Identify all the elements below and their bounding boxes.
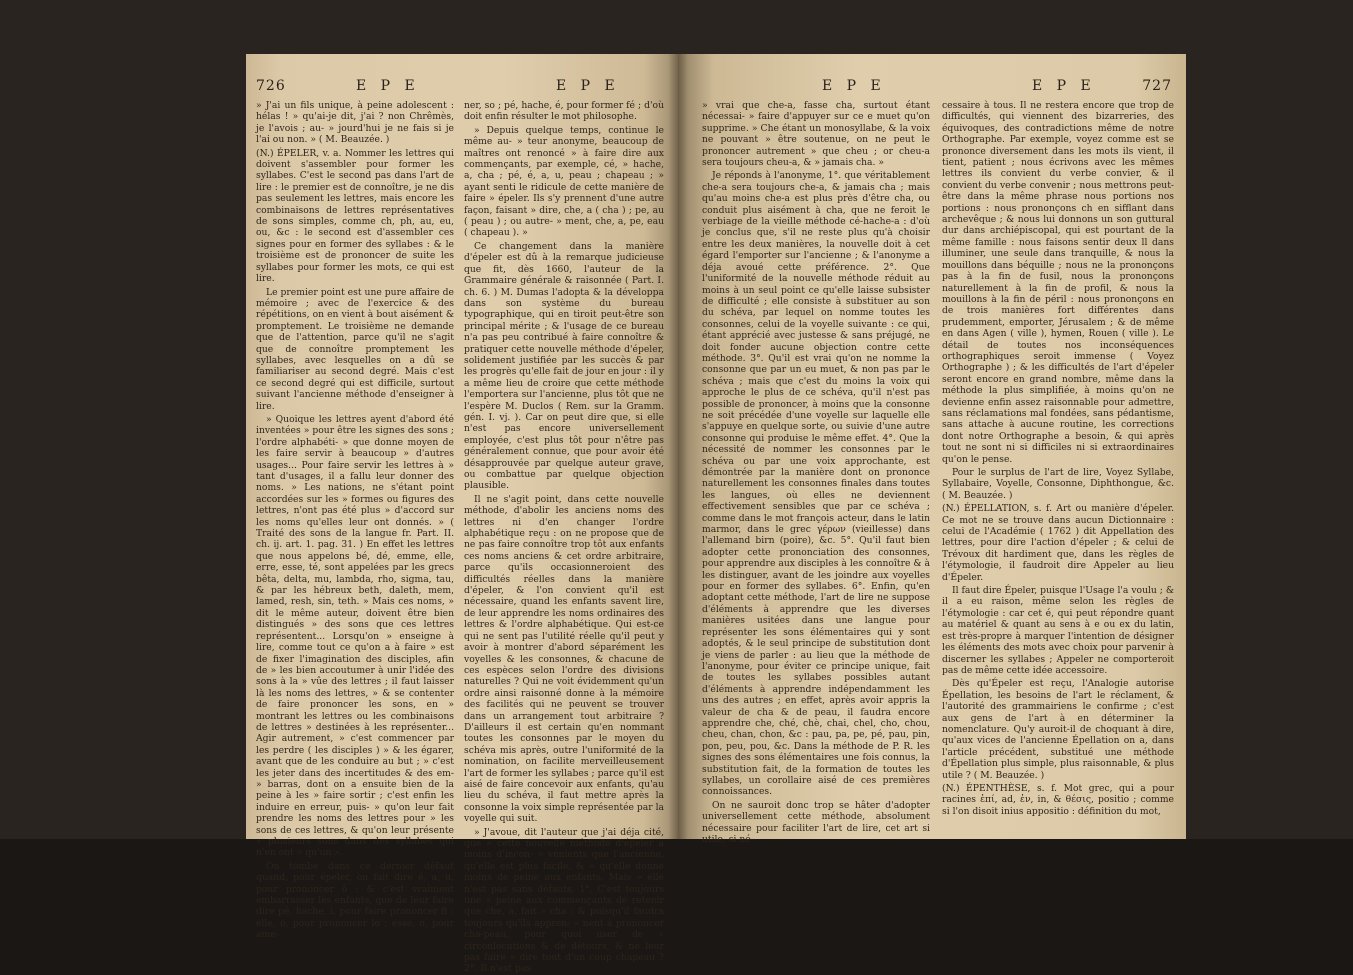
left-running-head	[256, 78, 668, 96]
paragraph: Il ne s'agit point, dans cette nouvelle méthode, d'abolir les anciens noms des lettres ni d'en changer l'ordre alphabétique reçu : on ne propose que de ne pas faire connoître trop tôt aux enfants ces noms anciens & cet ordre arbitraire, parce qu'ils occasionneroient des difficultés réelles dans la manière d'épeler, & l'on convient qu'il est nécessaire, quand les enfants savent lire, de leur apprendre les noms ordinaires des lettres & l'ordre alphabétique. Qui est-ce qui ne sent pas l'utilité réelle qu'il peut y avoir à montrer d'abord séparément les voyelles & les consonnes, & chacune de ces espèces selon l'ordre des divisions naturelles ? Qui ne voit évidemment qu'un ordre ainsi raisonné donne à la mémoire des facilités qui ne peuvent se trouver dans un arrangement tout arbitraire ? D'ailleurs il est certain qu'en nommant toutes les consonnes par le moyen du schéva mis après, outre l'uniformité de la nomination, on facilite merveilleusement l'art de former les syllabes ; parce qu'il est aisé de faire concevoir aux enfants, qu'au lieu du schéva, il faut mettre après la consonne la voix simple représentée par la voyelle qui suit.	[464, 493, 664, 825]
right-running-head	[702, 78, 1172, 96]
paragraph: Il faut dire Épeler, puisque l'Usage l'a voulu ; & il a eu raison, même selon les règles de l'étymologie : car cet é, qui peut répondre quant au matériel & quant au sens à e ou ex du latin, est très-propre à marquer l'intention de désigner les éléments des mots avec choix pour parvenir à discerner les syllabes ; Appeler ne comporteroit pas de même cette idée accessoire.	[942, 585, 1174, 676]
left-head-word-1: E P E	[356, 78, 420, 94]
paragraph: cessaire à tous. Il ne restera encore que trop de difficultés, qui viennent des bizarreries, des équivoques, des contradictions même de notre Orthographe. Par exemple, voyez comme est se prononce diversement dans les mots ils vient, il tient, patient ; nous écrivons avec les mêmes lettres ils convient du verbe convier, & il convient du verbe convenir ; nous mettrons peut-être dans la même phrase nous portions nos portions : nous prononçons ch en sifflant dans archevêque ; & nous lui donnons un son guttural dur dans archiépiscopal, qui est pourtant de la même famille : nous faisons sentir deux ll dans illuminer, une seule dans tranquille, & nous la mouillons dans béquille ; nous ne la prononçons pas à la fin de fusil, nous la prononçons naturellement à la fin de profil, & nous la mouillons à la fin de péril : nous prononçons en de trois manières fort différentes dans prudemment, emporter, Jérusalem ; & de même en dans Agen ( ville ), hymen, Rouen ( ville ). Le détail de toutes nos inconséquences orthographiques seroit immense ( Voyez Orthographe ) ; & les difficultés de l'art d'épeler seront encore en grand nombre, même dans la méthode la plus simplifiée, à moins qu'on ne devienne enfin assez raisonnable pour admettre, sans réclamations mal fondées, sans pédantisme, sans attache à aucune routine, les corrections dont notre Orthographe a besoin, & qui après tout ne sont ni si difficiles ni si extraordinaires qu'on le pense.	[942, 100, 1174, 465]
paragraph: Ce changement dans la manière d'épeler est dû à la remarque judicieuse que fit, dès 1660, l'auteur de la Grammaire générale & raisonnée ( Part. I. ch. 6. ) M. Dumas l'adopta & la développa dans son système du bureau typographique, qui en tiroit peut-être son principal mérite ; & l'usage de ce bureau n'a pas peu contribué à faire connoître & pratiquer cette nouvelle méthode d'épeler, solidement justifiée par les succès & par les progrès qu'elle fait de jour en jour : il y a même lieu de croire que cette méthode l'emportera sur l'ancienne, plus tôt que ne l'espère M. Duclos ( Rem. sur la Gramm. gén. I. vj. ). Car on peut dire que, si elle n'est pas encore universellement employée, c'est plus tôt pour n'être pas généralement connue, que pour avoir été désapprouvée par quelque auteur grave, ou combattue par quelque objection plausible.	[464, 240, 664, 492]
left-head-word-2: E P E	[556, 78, 620, 94]
paragraph: » Quoique les lettres ayent d'abord été inventées » pour être les signes des sons ; l'ordre alphabéti- » que donne moyen de les faire servir à beaucoup » d'autres usages... Pour faire servir les lettres à » tant d'usages, il a fallu leur donner des noms. » Les nations, ne s'étant point accordées sur les » formes ou figures des lettres, n'ont pas été plus » d'accord sur les noms qu'elles leur ont donnés. » ( Traité des sons de la langue fr. Part. II. ch. ij. art. 1. pag. 31. ) En effet les lettres que nous appelons bé, dé, emme, elle, erre, esse, té, sont appelées par les grecs bêta, delta, mu, lambda, rho, sigma, tau, & par les hébreux beth, daleth, mem, lamed, resh, sin, teth. » Mais ces noms, » dit le même auteur, doivent être bien distingués » des sons que ces lettres représentent... Lorsqu'on » enseigne à lire, comme tout ce qu'on a à faire » est de fixer l'imagination des disciples, afin de » les bien accoutumer à unir l'idée des sons à la » vûe des lettres ; il faut laisser là les noms des lettres, » & se contenter de faire prononcer les sons, en » montrant les lettres ou les combinaisons de lettres » destinées à les représenter... Agir autrement, » c'est commencer par les perdre ( les disciples ) » & les égarer, avant que de les conduire au but ; » c'est les jeter dans des incertitudes & des em- » barras, dont on a ensuite bien de la peine à les » faire sortir ; c'est enfin les induire en erreur, puis- » qu'on leur fait prendre les noms des lettres pour » les sons de ces lettres, & qu'on leur présente » plusieurs sons dans des syllabes qui n'en ont » qu'un ».	[256, 413, 454, 859]
right-head-word-2: E P E	[1032, 78, 1096, 94]
left-column-2	[464, 100, 664, 975]
right-head-word-1: E P E	[822, 78, 886, 94]
right-page	[678, 54, 1186, 845]
left-column-1	[256, 100, 454, 941]
paragraph: Pour le surplus de l'art de lire, Voyez Syllabe, Syllabaire, Voyelle, Consonne, Diphthongue, &c. ( M. Beauzée. )	[942, 467, 1174, 501]
entry-epeler: (N.) ÉPELER, v. a. Nommer les lettres qui doivent s'assembler pour former les syllabes. C'est le second pas dans l'art de lire : le premier est de connoître, je ne dis pas seulement les lettres, mais encore les combinaisons de lettres représentatives de sons simples, comme ch, ph, au, eu, ou, &c : le second est d'assembler ces signes pour en former des syllabes : & le troisième est de prononcer de suite les syllabes pour former les mots, ce qui est lire.	[256, 147, 454, 285]
entry-epenthese: (N.) ÉPENTHÈSE, s. f. Mot grec, qui a pour racines ἐπί, ad, ἐν, in, & θέσις, positio ; comme si l'on disoit inius appositio : définition du mot,	[942, 782, 1174, 817]
right-column-1	[702, 100, 930, 845]
paragraph: On tombe dans ce dernier défaut quand, pour épeler, on fait dire é, a, u, pour prononcer ô : & c'est vraiment embarrasser les enfants, que de leur faire dire pé, hache, i, pour faire prononcer fi ; elle, o, pour prononcer lo ; esse, o, pour ame-	[256, 860, 454, 941]
paragraph: » vrai que che-a, fasse cha, surtout étant nécessai- » faire d'appuyer sur ce e muet qu'on supprime. » Che étant un monosyllabe, & la voix ne pouvant » être soutenue, on ne peut le prononcer autrement » que cheu ; or cheu-a sera toujours cheu-a, & » jamais cha. »	[702, 100, 930, 169]
paragraph: » J'ai un fils unique, à peine adolescent : hélas ! » qu'ai-je dit, j'ai ? non Chrêmès, je l'avois ; au- » jourd'hui je ne fais si je l'ai ou non. » ( M. Beauzée. )	[256, 100, 454, 146]
paragraph: Je réponds à l'anonyme, 1°. que véritablement che-a sera toujours che-a, & jamais cha ; mais qu'au moins che-a est plus près d'être cha, ou conduit plus aisément à cha, que ne feroit le verbiage de la vieille méthode cé-hache-a : d'où je conclus que, s'il ne reste plus qu'à choisir entre les deux manières, la nouvelle doit à cet égard l'emporter sur l'ancienne ; & l'anonyme a déja avoué cette préférence. 2°. Que l'uniformité de la nouvelle méthode réduit au moins à un seul point ce qu'elle laisse subsister de difficulté ; elle consiste à substituer au son du schéva, par lequel on nomme toutes les consonnes, celui de la voyelle suivante : ce qui, étant apprécié avec justesse & sans préjugé, ne doit fonder aucune objection contre cette méthode. 3°. Qu'il est vrai qu'on ne nomme la consonne que par un eu muet, & non pas par le schéva ; mais que c'est du moins la voix qui approche le plus de ce schéva, qu'il n'est pas possible de prononcer, à moins que la consonne ne soit précédée d'une voyelle sur laquelle elle s'appuye en quelque sorte, ou suivie d'une autre consonne qui produise le même effet. 4°. Que la nécessité de nommer les consonnes par le schéva ou par une voix approchante, est démontrée par la manière dont on prononce naturellement les consonnes finales dans toutes les langues, où elles ne deviennent effectivement sensibles que par ce schéva ; comme dans le mot françois acteur, dans le latin marmor, dans le grec γέρων (vieillesse) dans l'allemand birn (poire), &c. 5°. Qu'il faut bien adopter cette prononciation des consonnes, pour apprendre aux disciples à les connoître & à les distinguer, avant de les joindre aux voyelles pour en former des syllabes. 6°. Enfin, qu'en adoptant cette méthode, l'art de lire ne suppose d'éléments à apprendre que les diverses manières usitées dans une langue pour représenter les sons élémentaires qui y sont adoptés, & le seul principe de substitution dont je viens de parler : au lieu que la méthode de l'anonyme, pour éviter ce principe unique, fait de toutes les syllabes possibles autant d'éléments à apprendre indépendamment les uns des autres ; en effet, après avoir appris la valeur de cha & de peau, il faudra encore apprendre che, ché, chè, chai, chel, cho, chou, cheu, chan, chon, &c : pau, pa, pe, pé, pau, pin, pon, peu, pou, &c. Dans la méthode de P. R. les signes des sons élémentaires une fois connus, la substitution fait, de la formation de toutes les syllabes, un corollaire aisé de ces premières connoissances.	[702, 170, 930, 798]
paragraph: Dès qu'Épeler est reçu, l'Analogie autorise Épellation, les besoins de l'art le réclament, & l'autorité des grammairiens le confirme ; c'est aux gens de l'art à en déterminer la nomenclature. Qu'y auroit-il de choquant à dire, qu'aux vices de l'ancienne Épellation on a, dans l'article précédent, substitué une méthode d'Épellation plus simple, plus raisonnable, & plus utile ? ( M. Beauzée. )	[942, 678, 1174, 781]
paragraph: Le premier point est une pure affaire de mémoire ; avec de l'exercice & des répétitions, on en vient à bout aisément & promptement. Le troisième ne demande que de l'attention, parce qu'il ne s'agit que de connoître promptement les syllabes, avec lesquelles on a dû se familiariser au second degré. Mais c'est ce second degré qui est difficile, surtout suivant l'ancienne méthode d'enseigner à lire.	[256, 286, 454, 412]
right-column-2	[942, 100, 1174, 830]
paragraph: On ne sauroit donc trop se hâter d'adopter universellement cette méthode, absolument nécessaire pour faciliter l'art de lire, cet art si utile, si né-	[702, 799, 930, 845]
left-page	[246, 54, 678, 975]
book-gutter	[668, 54, 688, 839]
paragraph: » J'avoue, dit l'auteur que j'ai déja cité, que » cette nouvelle méthode d'épeler a moins d'incon- » vénients que l'ancienne, qu'elle est plus facile, & » qu'elle donne moins de peine aux enfants. Mais » elle n'est pas sans défauts. 1°. C'est toujours une » peine aux commençants de retenir que che, a, fait » cha ; & puisqu'il faudra toujours qu'ils appren- » nent à prononcer cha-peau, pour quoi user de » circonlocutions & de détours, & ne leur pas faire » dire tout d'un coup chapeau ? 2°. Il n'est pas	[464, 826, 664, 975]
paragraph: » Depuis quelque temps, continue le même au- » teur anonyme, beaucoup de maîtres ont renoncé » à faire dire aux commençants, par exemple, cé, » hache, a, cha ; pé, é, a, u, peau ; chapeau ; » ayant senti le ridicule de cette manière de faire » épeler. Ils s'y prennent d'une autre façon, faisant » dire, che, a ( cha ) ; pe, au ( peau ) ; ou autre- » ment, che, a, pe, eau ( chapeau ). »	[464, 124, 664, 239]
paragraph: ner, so ; pé, hache, é, pour former fé ; d'où doit enfin résulter le mot philosophe.	[464, 100, 664, 123]
right-page-number: 727	[1142, 78, 1172, 94]
entry-epellation: (N.) ÉPELLATION, s. f. Art ou manière d'épeler. Ce mot ne se trouve dans aucun Dictionnaire : celui de l'Académie ( 1762 ) dit Appellation des lettres, pour dire l'action d'épeler ; & celui de Trévoux dit hardiment que, dans les règles de l'étymologie, il faudroit dire Appeler au lieu d'Épeler.	[942, 503, 1174, 583]
left-page-number: 726	[256, 78, 286, 94]
